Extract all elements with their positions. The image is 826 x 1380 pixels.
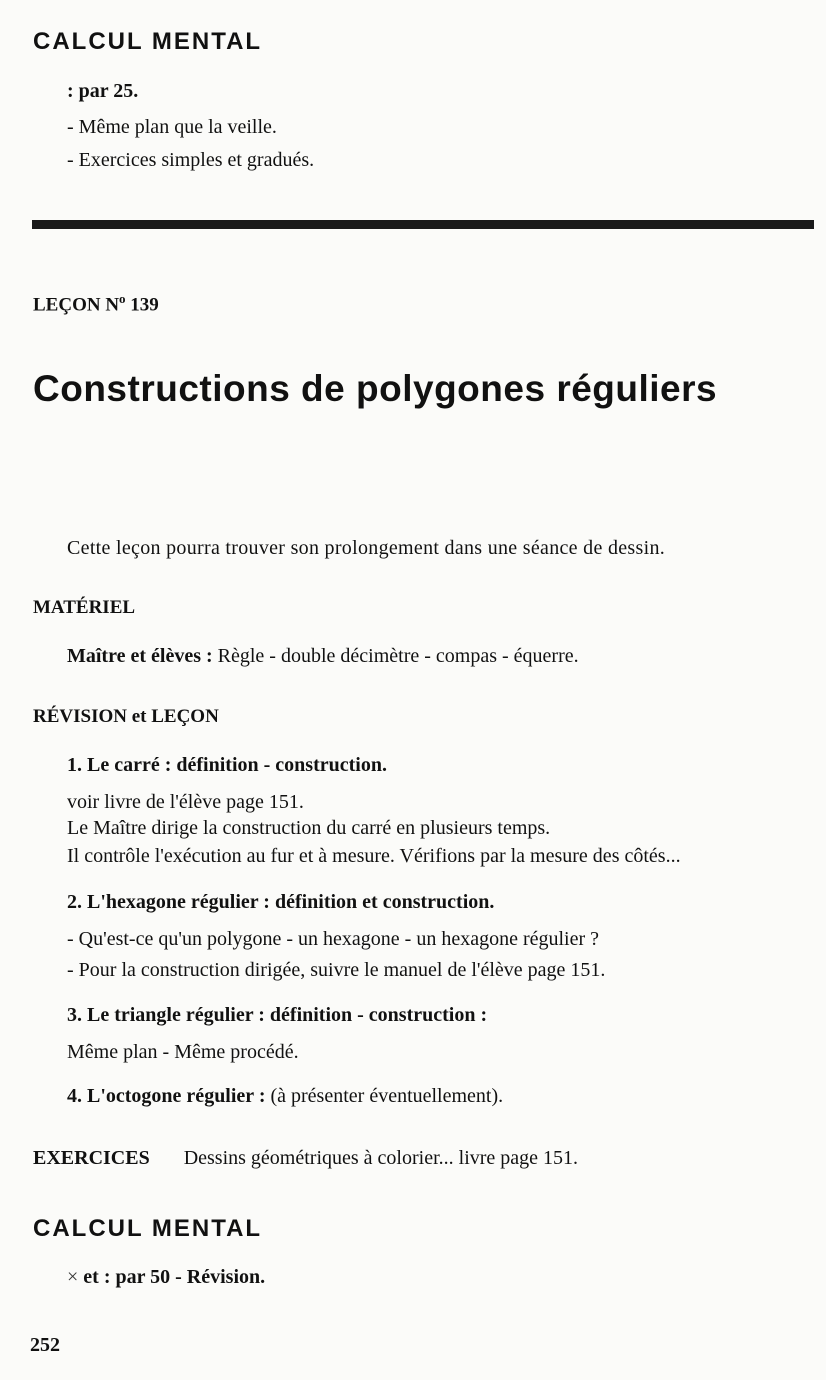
item2-title: 2. L'hexagone régulier : définition et construction. xyxy=(67,891,495,913)
item1-line2: Le Maître dirige la construction du carré en plusieurs temps. xyxy=(67,817,551,839)
separator-rule xyxy=(32,220,814,229)
revision-heading: RÉVISION et LEÇON xyxy=(33,706,219,727)
page-number: 252 xyxy=(30,1334,60,1356)
top-line-meme-plan: - Même plan que la veille. xyxy=(67,116,277,138)
materiel-line: Maître et élèves : Règle - double décimètre - compas - équerre. xyxy=(67,645,579,667)
lesson-intro: Cette leçon pourra trouver son prolongement dans une séance de dessin. xyxy=(67,537,666,559)
item3-title: 3. Le triangle régulier : définition - construction : xyxy=(67,1004,488,1026)
lesson-title: Constructions de polygones réguliers xyxy=(33,368,718,409)
top-line-par25: : par 25. xyxy=(67,80,139,102)
materiel-heading: MATÉRIEL xyxy=(33,597,136,618)
top-line-exercices: - Exercices simples et gradués. xyxy=(67,149,315,171)
item4-line: 4. L'octogone régulier : (à présenter éventuellement). xyxy=(67,1085,504,1107)
lesson-number-label: LEÇON $N^o$ 139 xyxy=(33,291,159,316)
times-icon: × xyxy=(67,1266,79,1288)
calcul-mental-heading-bottom: CALCUL MENTAL xyxy=(33,1215,263,1242)
item3-line1: Même plan - Même procédé. xyxy=(67,1041,299,1063)
calcul-mental-heading-top: CALCUL MENTAL xyxy=(33,28,263,55)
item2-line2: - Pour la construction dirigée, suivre le manuel de l'élève page 151. xyxy=(67,959,606,981)
item1-line1: voir livre de l'élève page 151. xyxy=(67,791,304,813)
item1-title: 1. Le carré : définition - construction. xyxy=(67,754,387,776)
item2-line1: - Qu'est-ce qu'un polygone - un hexagone - un hexagone régulier ? xyxy=(67,928,600,950)
exercices-line: EXERCICES Dessins géométriques à colorier... livre page 151. xyxy=(33,1147,579,1169)
item1-line3: Il contrôle l'exécution au fur et à mesure. Vérifions par la mesure des côtés... xyxy=(67,845,681,867)
bottom-line: × et : par 50 - Révision. xyxy=(67,1266,266,1288)
